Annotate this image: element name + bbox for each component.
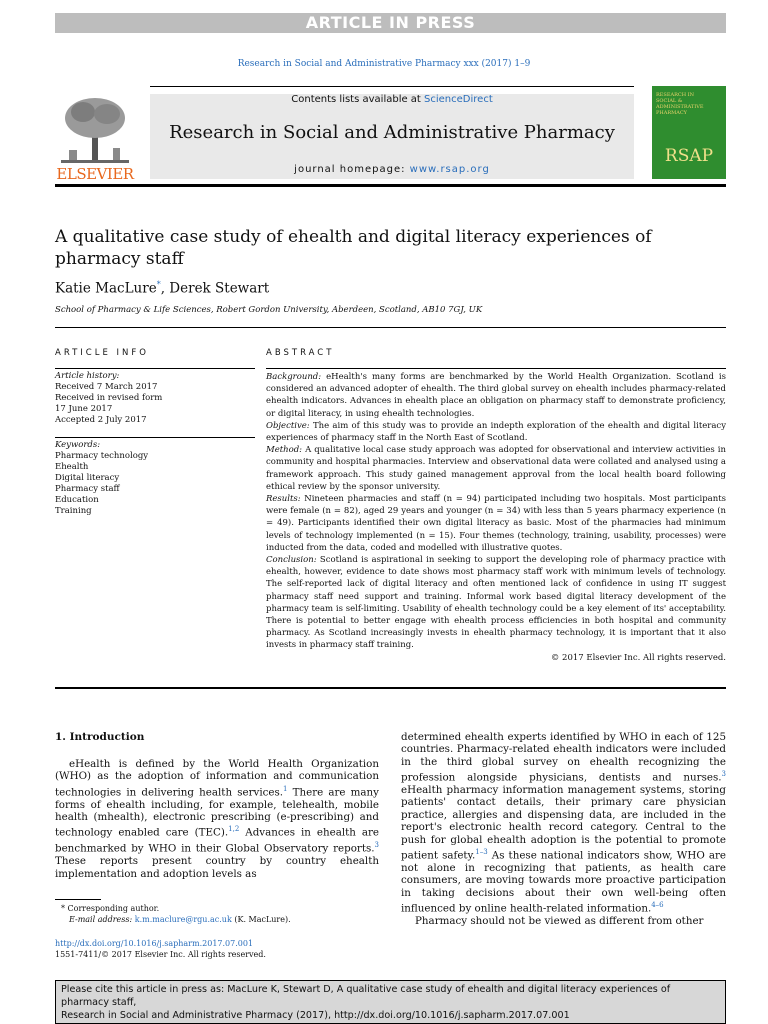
elsevier-wordmark: ELSEVIER <box>56 165 134 183</box>
article-info-heading: ARTICLE INFO <box>55 348 149 358</box>
email-link[interactable]: k.m.maclure@rgu.ac.uk <box>134 915 232 924</box>
intro-paragraph-next: Pharmacy should not be viewed as different from other <box>415 914 704 927</box>
homepage-prefix: journal homepage: <box>294 164 410 175</box>
article-history <box>55 371 255 426</box>
body-column-left <box>55 758 379 880</box>
cover-abbr: RSAP <box>664 146 714 166</box>
text-run: As these national indicators show, WHO are not alone in recognizing that patients, as health care consumers, are moving towards more proactive participation in taking decisions about their own well-being often influenced by online health-related information. <box>401 849 726 915</box>
keywords <box>55 440 255 517</box>
copyright: © 2017 Elsevier Inc. All rights reserved. <box>550 652 726 663</box>
author-maclure[interactable]: Katie MacLure <box>55 280 157 297</box>
intro-paragraph <box>55 758 379 880</box>
history-accepted: Accepted 2 July 2017 <box>55 415 147 425</box>
section-text: eHealth's many forms are benchmarked by the World Health Organization. Scotland is considered an advanced adopter of ehealth. The third global survey on ehealth includes pharmacy-related ehealth indicators. Advances in ehealth place an obligation on pharmacy staff to demonstrate proficiency, or digital literacy, in using ehealth technologies. <box>266 372 726 419</box>
journal-title: Research in Social and Administrative Pharmacy <box>169 122 615 143</box>
text-run: There are many forms of ehealth including, for example, telehealth, mobile health (mhealth), electronic prescribing (e-prescribing) and technology enabled care (TEC). <box>55 786 379 839</box>
abstract-method <box>266 444 726 493</box>
article-in-press-banner: ARTICLE IN PRESS <box>55 13 726 33</box>
section-label: Conclusion: <box>266 555 317 566</box>
contents-prefix: Contents lists available at <box>291 94 425 105</box>
abstract-objective <box>266 420 726 444</box>
header-top-rule <box>150 86 634 87</box>
contents-line <box>150 94 634 105</box>
journal-cover[interactable] <box>652 86 726 179</box>
reference-link[interactable]: 1–3 <box>475 848 488 857</box>
keyword: Ehealth <box>55 462 89 472</box>
affiliation: School of Pharmacy & Life Sciences, Robert Gordon University, Aberdeen, Scotland, AB10 7GJ, UK <box>55 305 483 315</box>
author-list <box>55 280 269 297</box>
homepage-link[interactable]: www.rsap.org <box>409 164 490 175</box>
reference-link[interactable]: 1 <box>283 784 288 793</box>
history-revised-date: 17 June 2017 <box>55 404 113 414</box>
reference-link[interactable]: 3 <box>721 770 726 779</box>
keyword: Digital literacy <box>55 473 120 483</box>
abstract-heading: ABSTRACT <box>266 348 335 358</box>
rule-above-abstract <box>55 327 726 328</box>
cite-line-1: Please cite this article in press as: MacLure K, Stewart D, A qualitative case study of ehealth and digital literacy experiences of pharmacy staff, <box>61 984 671 1008</box>
header-bottom-rule <box>55 184 726 187</box>
abstract-body <box>266 371 726 664</box>
section-text: A qualitative local case study approach was adopted for observational and interview activities in community and hospital pharmacies. Interview and observational data were collated and analysed using a framework approach. This study gained management approval from the local health board following ethical review by the sponsor university. <box>266 445 726 492</box>
abstract-rule <box>266 368 726 369</box>
cover-title: RESEARCH IN SOCIAL & ADMINISTRATIVE PHARMACY <box>656 92 704 116</box>
keyword: Training <box>55 506 92 516</box>
text-run: Advances in ehealth are benchmarked by WHO in their Global Observatory reports. <box>55 826 380 855</box>
reference-link[interactable]: 1,2 <box>228 825 240 834</box>
section-heading-introduction: 1. Introduction <box>55 731 145 743</box>
abstract-results <box>266 493 726 554</box>
reference-link[interactable]: 3 <box>374 841 379 850</box>
reference-link[interactable]: 4–6 <box>651 901 664 910</box>
email-owner: (K. MacLure). <box>231 915 291 924</box>
doi-link[interactable]: http://dx.doi.org/10.1016/j.sapharm.2017.07.001 <box>55 939 254 948</box>
history-revised: Received in revised form <box>55 393 163 403</box>
section-label: Background: <box>266 372 322 382</box>
abstract-background <box>266 371 726 420</box>
text-run: eHealth is defined by the World Health Organization (WHO) as the adoption of information and communication technologies in delivering health services. <box>55 758 379 799</box>
section-label: Objective: <box>266 420 310 431</box>
doi-block <box>55 938 266 960</box>
footnote <box>55 903 379 925</box>
section-text: Scotland is aspirational in seeking to support the developing role of pharmacy practice with ehealth, however, evidence to date shows most pharmacy staff work with minimum levels of technology. The self-reported lack of digital literacy and often mentioned lack of confidence in using IT suggest pharmacy staff need support and training. Informal work based digital literacy development of the pharmacy team is self-limiting. Usability of ehealth technology could be a key element of its' acceptability. There is potential to better engage with ehealth process efficiencies in both hospital and community pharmacy. As Scotland increasingly invests in ehealth pharmacy technology, it is important that it also invests in pharmacy staff training. <box>266 555 726 651</box>
section-label: Results: <box>266 494 301 505</box>
history-received: Received 7 March 2017 <box>55 382 158 392</box>
corresponding-mark[interactable]: * <box>156 280 161 289</box>
keyword: Pharmacy staff <box>55 484 120 494</box>
text-run: eHealth pharmacy information management systems, storing patients' contact details, their primary care physician practice, allergies and dispensing data, are included in the report's electronic health record category. Central to the push for global ehealth adoption is the potential to promote patient safety. <box>401 784 726 862</box>
text-run: determined ehealth experts identified by WHO in each of 125 countries. Pharmacy-related ehealth indicators were included in the third global survey on ehealth recognizing the profession alongside physicians, dentists and nurses. <box>401 731 726 784</box>
keywords-label: Keywords: <box>55 440 101 450</box>
text-run: These reports present country by country ehealth implementation and adoption levels as <box>55 855 379 880</box>
email-label: E-mail address: <box>69 915 135 924</box>
abstract-conclusion <box>266 554 726 652</box>
author-separator: , <box>160 280 170 297</box>
article-info-rule <box>55 368 255 369</box>
section-text: Nineteen pharmacies and staff (n = 94) participated including two hospitals. Most participants were female (n = 82), aged 29 years and younger (n = 34) with less than 5 years pharmacy experience (n = 49). Participants identified their own digital literacy as basic. Most of the pharmacies had minimum levels of technology implemented (n = 15). Four themes (technology, training, usability, processes) were inducted from the data, coded and modelled with illustrative quotes. <box>266 494 726 553</box>
author-stewart[interactable]: Derek Stewart <box>169 280 270 297</box>
cite-line-2[interactable]: Research in Social and Administrative Pharmacy (2017), http://dx.doi.org/10.1016/j.sapharm.2017.07.001 <box>61 1010 570 1021</box>
body-column-right <box>401 731 726 927</box>
journal-homepage <box>150 164 634 175</box>
keywords-rule <box>55 437 255 438</box>
footnote-mark: * <box>61 904 65 913</box>
journal-citation-header[interactable]: Research in Social and Administrative Pharmacy xxx (2017) 1–9 <box>237 59 531 69</box>
article-title: A qualitative case study of ehealth and digital literacy experiences of pharmacy staff <box>55 227 652 269</box>
intro-paragraph-continued <box>401 731 726 915</box>
footnote-rule <box>55 899 101 900</box>
keyword: Pharmacy technology <box>55 451 149 461</box>
keyword: Education <box>55 495 99 505</box>
issn-line: 1551-7411/© 2017 Elsevier Inc. All rights reserved. <box>55 950 266 959</box>
history-label: Article history: <box>55 371 120 381</box>
cite-this-article-box <box>55 980 726 1024</box>
section-label: Method: <box>266 445 303 456</box>
rule-below-abstract <box>55 687 726 689</box>
section-text: The aim of this study was to provide an indepth exploration of the ehealth and digital literacy experiences of pharmacy staff in the North East of Scotland. <box>266 420 726 444</box>
sciencedirect-link[interactable]: ScienceDirect <box>424 94 493 105</box>
corresponding-author-note: Corresponding author. <box>65 904 160 913</box>
